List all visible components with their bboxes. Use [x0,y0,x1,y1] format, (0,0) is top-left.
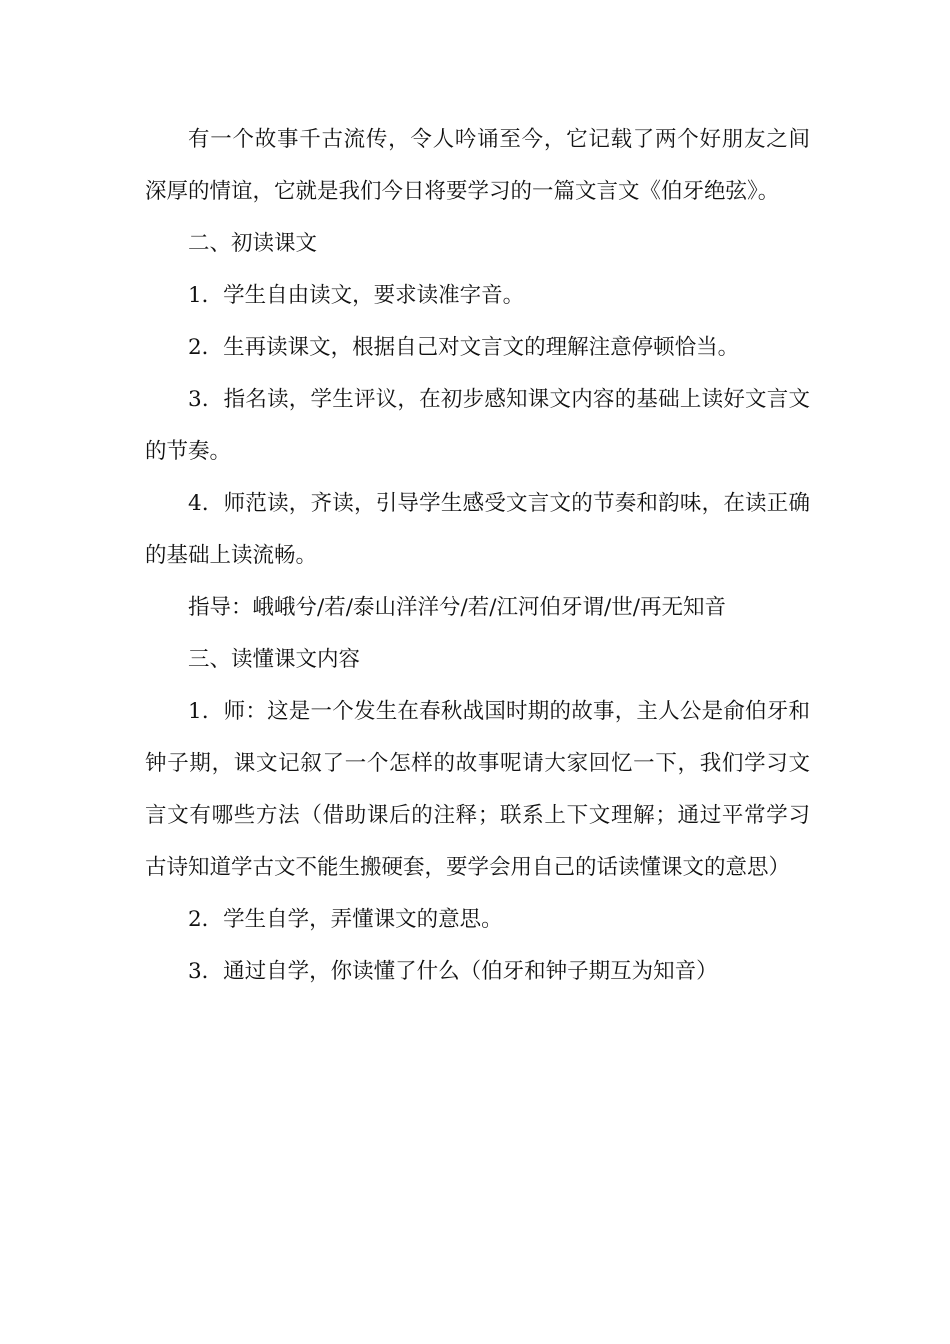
list-item: 3．通过自学，你读懂了什么（伯牙和钟子期互为知音） [188,959,718,984]
list-item: 4．师范读，齐读，引导学生感受文言文的节奏和韵味，在读正确的基础上读流畅。 [145,491,810,568]
document-body [145,114,810,998]
list-item: 2．学生自学，弄懂课文的意思。 [188,907,503,932]
list-item: 2．生再读课文，根据自己对文言文的理解注意停顿恰当。 [188,335,740,360]
list-item: 3．指名读，学生评议，在初步感知课文内容的基础上读好文言文的节奏。 [145,387,810,464]
section-heading-first-reading: 二、初读课文 [188,231,318,256]
section-heading-understanding: 三、读懂课文内容 [188,647,361,672]
intro-paragraph: 有一个故事千古流传，令人吟诵至今，它记载了两个好朋友之间深厚的情谊，它就是我们今日将要学习的一篇文言文《伯牙绝弦》。 [145,127,810,204]
guidance-paragraph: 指导：峨峨兮/若/泰山洋洋兮/若/江河伯牙谓/世/再无知音 [188,595,726,620]
list-item: 1．师：这是一个发生在春秋战国时期的故事，主人公是俞伯牙和钟子期，课文记叙了一个怎样的故事呢请大家回忆一下，我们学习文言文有哪些方法（借助课后的注释；联系上下文理解；通过平常学习古诗知道学古文不能生搬硬套，要学会用自己的话读懂课文的意思） [145,699,810,880]
list-item: 1．学生自由读文，要求读准字音。 [188,283,525,308]
